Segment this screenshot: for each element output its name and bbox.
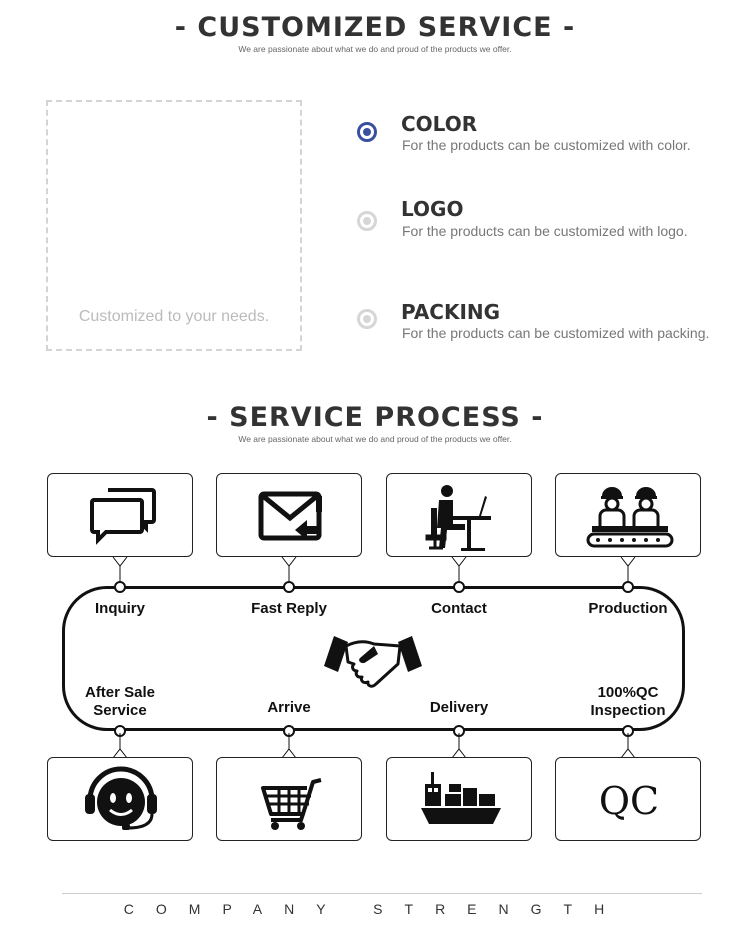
contact-box (386, 473, 532, 557)
qc-icon (556, 758, 702, 842)
radio-inactive-icon[interactable] (357, 309, 377, 329)
step-label-inquiry: Inquiry (94, 600, 145, 617)
step-label-fast-reply: Fast Reply (251, 600, 327, 617)
after-sale-box (47, 757, 193, 841)
handshake-icon (322, 634, 424, 692)
factory-workers-icon (556, 474, 702, 558)
step-node (114, 581, 126, 593)
qc-box (555, 757, 701, 841)
step-label-production: Production (588, 600, 668, 617)
step-node (453, 581, 465, 593)
fast-reply-box (216, 473, 362, 557)
option-title: COLOR (401, 112, 478, 136)
arrive-box (216, 757, 362, 841)
top-connectors (0, 556, 750, 588)
step-node (622, 581, 634, 593)
process-subtitle: We are passionate about what we do and proud of the products we offer. (238, 434, 512, 444)
step-node (283, 581, 295, 593)
step-label-arrive: Arrive (267, 699, 311, 716)
headset-support-icon (48, 758, 194, 842)
inquiry-box (47, 473, 193, 557)
customized-title: - CUSTOMIZED SERVICE - (174, 12, 576, 43)
footer-divider (62, 893, 702, 894)
step-label-after-sale: After Sale Service (84, 684, 156, 719)
process-title: - SERVICE PROCESS - (206, 402, 544, 433)
production-box (555, 473, 701, 557)
company-strength-heading: COMPANY STRENGTH (123, 901, 627, 917)
image-placeholder (46, 100, 302, 351)
radio-active-icon[interactable] (357, 122, 377, 142)
step-label-contact: Contact (431, 600, 487, 617)
radio-inactive-icon[interactable] (357, 211, 377, 231)
option-desc: For the products can be customized with packing. (402, 325, 710, 341)
option-desc: For the products can be customized with color. (402, 137, 691, 153)
option-title: PACKING (401, 300, 501, 324)
shopping-cart-icon (217, 758, 363, 842)
chat-bubbles-icon (48, 474, 194, 558)
cargo-ship-icon (387, 758, 533, 842)
delivery-box (386, 757, 532, 841)
envelope-reply-icon (217, 474, 363, 558)
office-worker-icon (387, 474, 533, 558)
step-label-delivery: Delivery (429, 699, 489, 716)
placeholder-text: Customized to your needs. (78, 308, 270, 325)
customized-subtitle: We are passionate about what we do and proud of the products we offer. (238, 44, 512, 54)
qc-text: QC (598, 779, 660, 823)
option-desc: For the products can be customized with logo. (402, 223, 688, 239)
bottom-connectors (0, 733, 750, 759)
option-title: LOGO (401, 197, 464, 221)
step-label-qc: 100%QC Inspection (590, 684, 666, 719)
